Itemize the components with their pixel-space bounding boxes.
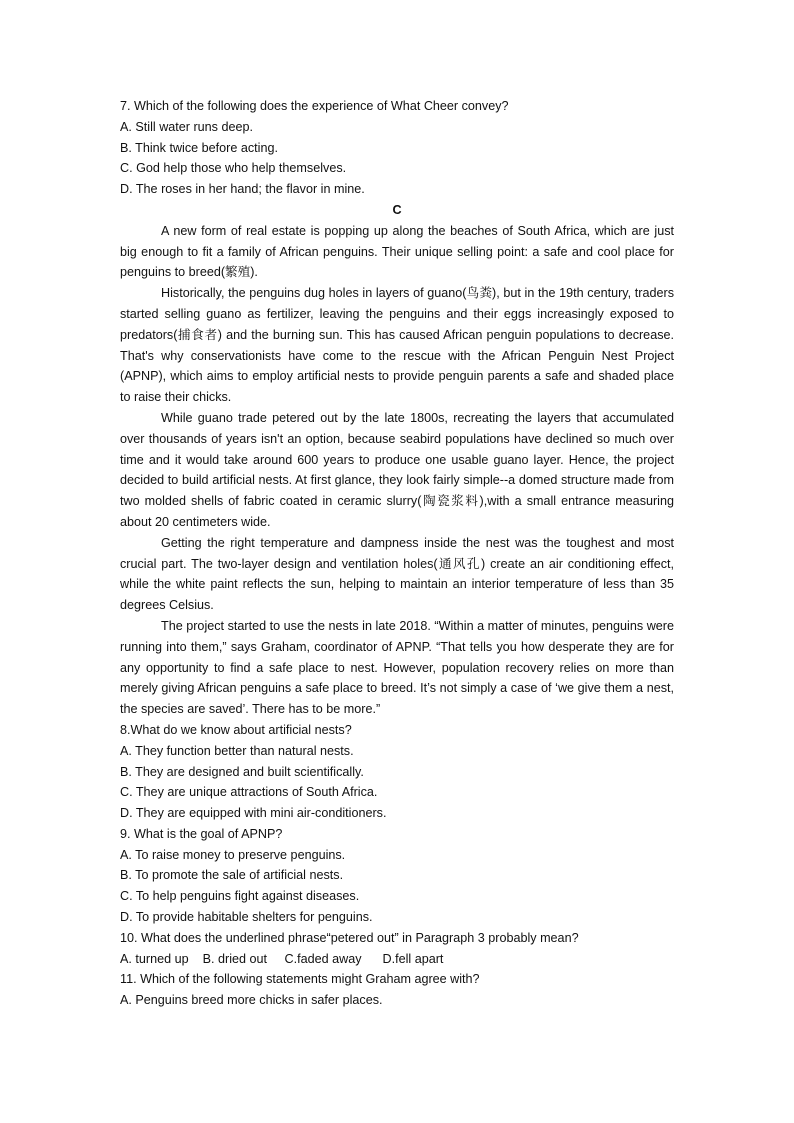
question-10-options: A. turned up B. dried out C.faded away D.fell apart [120,951,444,966]
passage-paragraph-4: Getting the right temperature and dampness inside the nest was the toughest and most crucial part. The two-layer design and ventilation holes(通风孔) create an air conditioning effect, while the white paint reflects the sun, helping to maintain an interior temperature of less than 35 degrees Celsius. [120,535,674,613]
question-8-option-c: C. They are unique attractions of South Africa. [120,785,378,800]
question-9 [120,824,674,928]
question-11-option-a: A. Penguins breed more chicks in safer places. [120,993,383,1008]
question-11 [120,969,674,1011]
question-8-option-b: B. They are designed and built scientifically. [120,764,364,779]
passage-paragraph-1: A new form of real estate is popping up along the beaches of South Africa, which are just big enough to fit a family of African penguins. Their unique selling point: a safe and cool place for penguins to breed(繁殖). [120,223,674,280]
passage-paragraph-5: The project started to use the nests in late 2018. “Within a matter of minutes, penguins were running into them,” says Graham, coordinator of APNP. “That tells you how desperate they are for any opportunity to find a safe place to nest. However, population recovery relies on more than merely giving African penguins a safe place to breed. It’s not simply a case of ‘we give them a nest, the species are saved’. There has to be more.” [120,618,674,717]
question-9-option-b: B. To promote the sale of artificial nests. [120,868,344,883]
question-9-option-c: C. To help penguins fight against diseases. [120,889,360,904]
question-7 [120,96,674,200]
question-7-option-a: A. Still water runs deep. [120,119,253,134]
passage-paragraph-2: Historically, the penguins dug holes in layers of guano(鸟粪), but in the 19th century, traders started selling guano as fertilizer, leaving the penguins and their eggs increasingly exposed to predators(捕食者) and the burning sun. This has caused African penguin populations to decrease. That's why conservationists have come to the rescue with the African Penguin Nest Project (APNP), which aims to employ artificial nests to provide penguin parents a safe and shaded place to raise their chicks. [120,286,674,405]
passage-paragraph-3: While guano trade petered out by the late 1800s, recreating the layers that accumulated over thousands of years isn't an option, because seabird populations have declined so much over time and it would take around 600 years to produce one usable guano layer. Hence, the project decided to build artificial nests. At first glance, they look fairly simple--a domed structure made from two molded shells of fabric coated in ceramic slurry(陶瓷浆料),with a small entrance measuring about 20 centimeters wide. [120,410,674,529]
question-9-option-d: D. To provide habitable shelters for penguins. [120,910,373,925]
question-10 [120,928,674,970]
question-7-option-d: D. The roses in her hand; the flavor in mine. [120,182,365,197]
question-9-option-a: A. To raise money to preserve penguins. [120,847,346,862]
section-heading: C [392,202,402,217]
question-7-option-c: C. God help those who help themselves. [120,161,347,176]
question-8-stem: 8.What do we know about artificial nests? [120,722,352,737]
question-11-stem: 11. Which of the following statements might Graham agree with? [120,972,480,987]
question-8 [120,720,674,824]
question-8-option-d: D. They are equipped with mini air-conditioners. [120,806,387,821]
exam-page [120,96,674,1011]
question-9-stem: 9. What is the goal of APNP? [120,826,283,841]
reading-passage [120,221,674,720]
question-10-stem: 10. What does the underlined phrase“petered out” in Paragraph 3 probably mean? [120,930,579,945]
question-7-option-b: B. Think twice before acting. [120,140,278,155]
question-7-stem: 7. Which of the following does the experience of What Cheer convey? [120,99,509,113]
question-8-option-a: A. They function better than natural nests. [120,743,354,758]
